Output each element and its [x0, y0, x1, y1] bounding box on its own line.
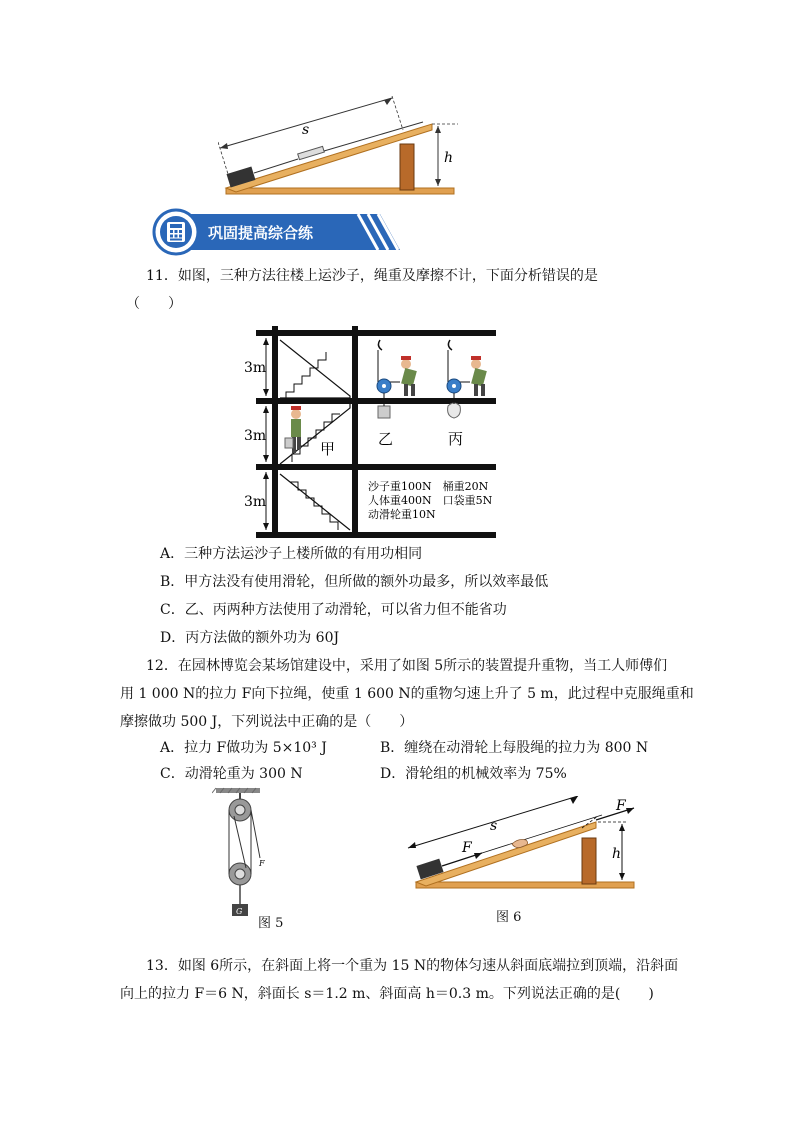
q12-option-a: A．拉力 F做功为 5×10³ J [160, 740, 327, 756]
fig5-caption: 图 5 [258, 916, 284, 931]
q11-option-d: D．丙方法做的额外功为 60J [160, 630, 340, 646]
fig5-pulley [212, 786, 272, 920]
q11-blank: （ ） [126, 296, 182, 312]
label-yi: 乙 [378, 430, 394, 448]
fig6-f-top-label: F [616, 798, 626, 814]
note-line-3: 动滑轮重10N [368, 508, 436, 521]
q11-option-c: C．乙、丙两种方法使用了动滑轮，可以省力但不能省功 [160, 602, 507, 618]
q12-line-3: 摩擦做功 500 J，下列说法中正确的是（ ） [120, 714, 414, 730]
label-bing: 丙 [448, 430, 464, 448]
q11-option-b: B．甲方法没有使用滑轮，但所做的额外功最多，所以效率最低 [160, 574, 549, 590]
note-line-1: 沙子重100N 桶重20N [368, 480, 489, 493]
fig6-h-label: h [612, 846, 622, 862]
top-s-label: s [302, 122, 310, 138]
q12-option-c: C．动滑轮重为 300 N [160, 766, 303, 782]
calculator-icon [166, 221, 186, 243]
q13-line-1: 13．如图 6所示，在斜面上将一个重为 15 N的物体匀速从斜面底端拉到顶端，沿斜面 [146, 958, 679, 974]
fig5-f-label: F [259, 859, 265, 868]
note-line-2: 人体重400N 口袋重5N [368, 494, 493, 507]
height-label-1: 3m [244, 360, 267, 376]
q13-line-2: 向上的拉力 F＝6 N，斜面长 s＝1.2 m、斜面高 h＝0.3 m。下列说法正确的是( ) [120, 986, 654, 1002]
label-jia: 甲 [320, 440, 336, 458]
q12-line-2: 用 1 000 N的拉力 F向下拉绳，使重 1 600 N的重物匀速上升了 5 m，此过程中克服绳重和 [120, 686, 694, 702]
height-label-2: 3m [244, 428, 267, 444]
q12-option-d: D．滑轮组的机械效率为 75% [380, 766, 567, 782]
incline-figure-top [218, 96, 468, 200]
q12-line-1: 12．在园林博览会某场馆建设中，采用了如图 5所示的装置提升重物，当工人师傅们 [146, 658, 668, 674]
fig5-g-label: G [236, 907, 243, 916]
fig6-caption: 图 6 [496, 910, 522, 925]
fig6-f-rope-label: F [462, 840, 472, 856]
height-label-3: 3m [244, 494, 267, 510]
section-banner [150, 208, 410, 256]
top-h-label: h [444, 150, 454, 166]
fig6-incline [402, 796, 642, 894]
q11-option-a: A．三种方法运沙子上楼所做的有用功相同 [160, 546, 423, 562]
q11-figure [240, 322, 500, 540]
q11-stem: 11．如图，三种方法往楼上运沙子，绳重及摩擦不计，下面分析错误的是 [146, 268, 598, 284]
fig6-s-label: s [490, 818, 498, 834]
q12-option-b: B．缠绕在动滑轮上每股绳的拉力为 800 N [380, 740, 649, 756]
section-title: 巩固提高综合练 [208, 224, 314, 242]
